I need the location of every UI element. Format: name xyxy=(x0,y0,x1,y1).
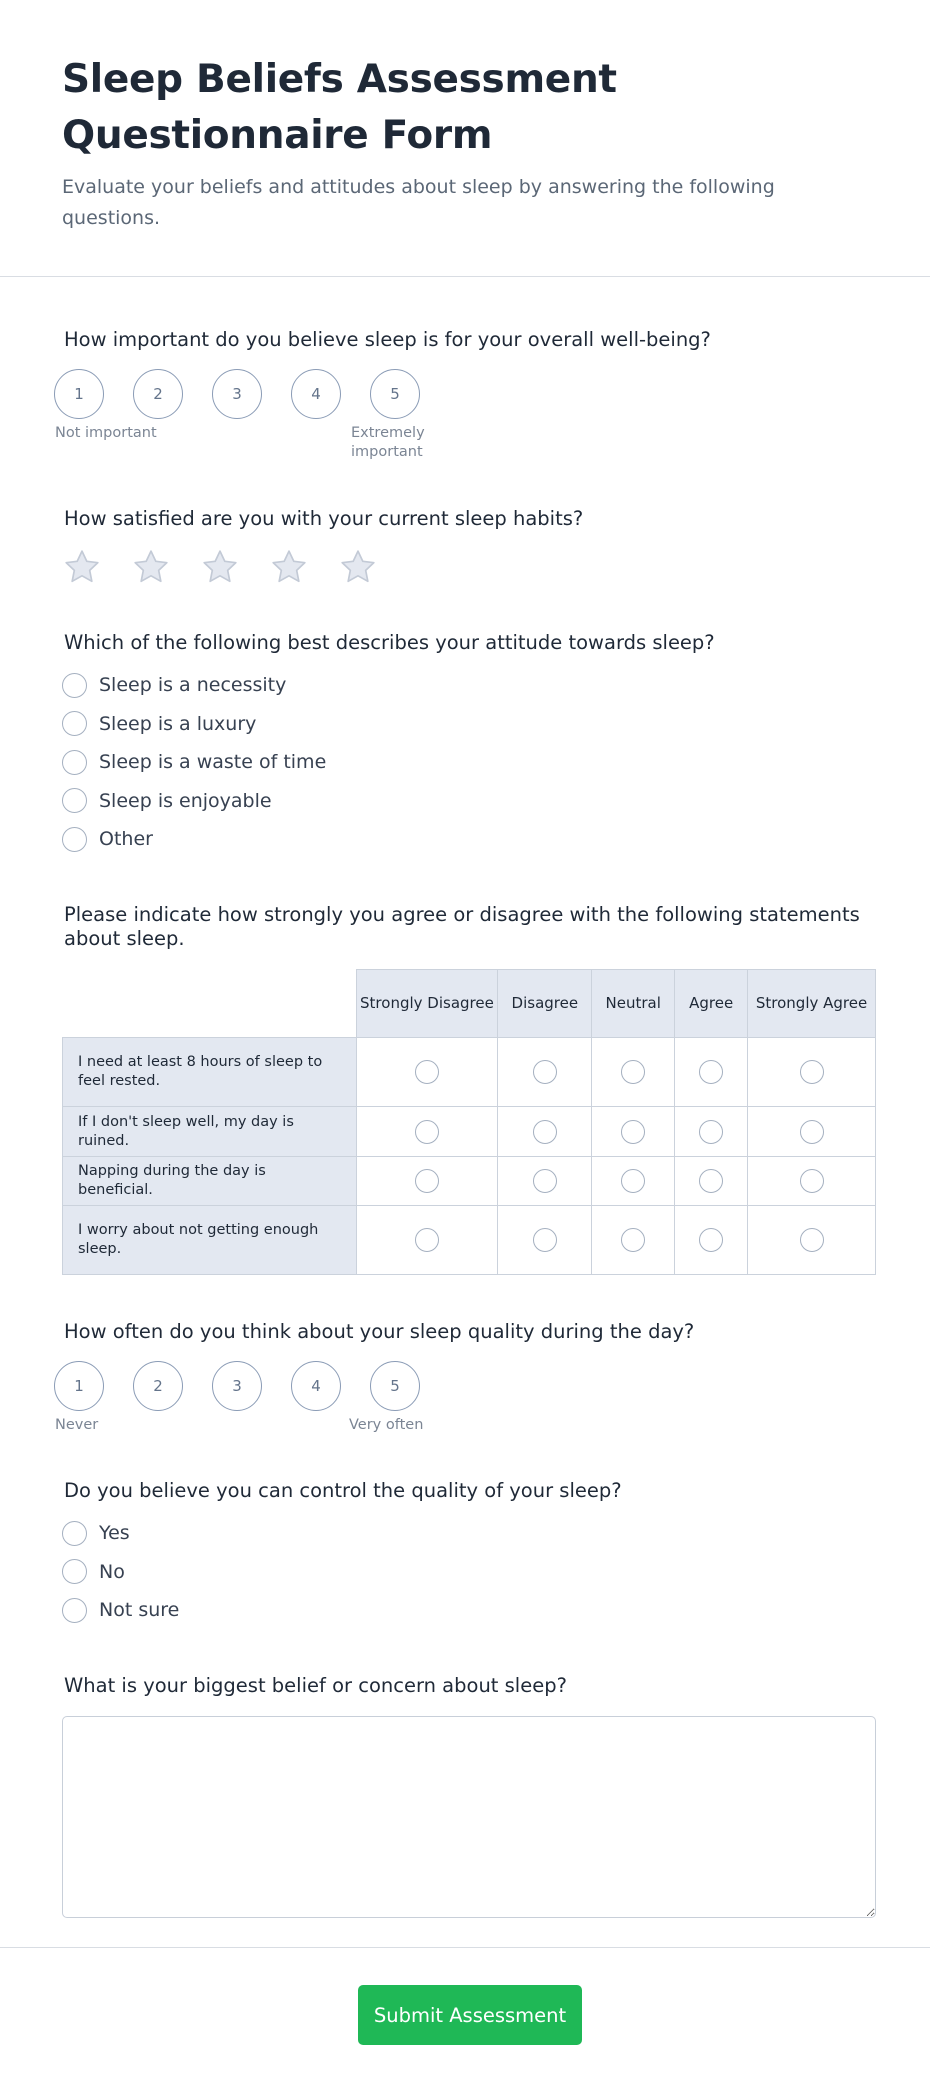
matrix-radio[interactable] xyxy=(699,1120,723,1144)
radio-option[interactable] xyxy=(62,820,326,859)
matrix-radio[interactable] xyxy=(621,1228,645,1252)
agreement-matrix xyxy=(62,969,876,1275)
radio-option[interactable] xyxy=(62,705,326,744)
radio-label: No xyxy=(99,1560,125,1583)
matrix-cell[interactable] xyxy=(356,1038,498,1107)
radio-label: Sleep is enjoyable xyxy=(99,789,272,812)
matrix-cell[interactable] xyxy=(675,1107,748,1157)
page-title: Sleep Beliefs Assessment Questionnaire Form xyxy=(62,57,617,158)
matrix-radio[interactable] xyxy=(621,1120,645,1144)
matrix-radio[interactable] xyxy=(621,1169,645,1193)
matrix-column-header: Agree xyxy=(675,970,748,1038)
rating-option-4[interactable]: 4 xyxy=(291,369,341,419)
matrix-radio[interactable] xyxy=(533,1120,557,1144)
matrix-cell[interactable] xyxy=(748,1107,876,1157)
matrix-cell[interactable] xyxy=(592,1157,675,1206)
attitude-options xyxy=(62,666,326,859)
rating-frequency xyxy=(54,1361,449,1411)
rating-max-label: Very often xyxy=(349,1417,424,1433)
star-icon[interactable] xyxy=(269,547,309,587)
rating-min-label: Never xyxy=(55,1417,99,1433)
matrix-cell[interactable] xyxy=(748,1157,876,1206)
star-icon[interactable] xyxy=(131,547,171,587)
matrix-statement: I need at least 8 hours of sleep to feel rested. xyxy=(63,1038,357,1107)
matrix-cell[interactable] xyxy=(356,1107,498,1157)
page-subtitle: Evaluate your beliefs and attitudes about sleep by answering the following questions. xyxy=(62,176,775,229)
matrix-cell[interactable] xyxy=(592,1206,675,1275)
matrix-cell[interactable] xyxy=(592,1107,675,1157)
matrix-radio[interactable] xyxy=(699,1169,723,1193)
radio-label: Sleep is a luxury xyxy=(99,712,257,735)
matrix-cell[interactable] xyxy=(356,1157,498,1206)
rating-option-3[interactable]: 3 xyxy=(212,1361,262,1411)
matrix-radio[interactable] xyxy=(533,1228,557,1252)
matrix-column-header: Strongly Agree xyxy=(748,970,876,1038)
matrix-cell[interactable] xyxy=(675,1038,748,1107)
matrix-row xyxy=(63,1157,876,1206)
matrix-radio[interactable] xyxy=(415,1228,439,1252)
matrix-radio[interactable] xyxy=(415,1120,439,1144)
radio-option[interactable] xyxy=(62,1553,179,1592)
rating-option-1[interactable]: 1 xyxy=(54,1361,104,1411)
matrix-cell[interactable] xyxy=(498,1206,592,1275)
matrix-header-row xyxy=(63,970,876,1038)
rating-option-4[interactable]: 4 xyxy=(291,1361,341,1411)
rating-importance xyxy=(54,369,449,419)
matrix-cell[interactable] xyxy=(356,1206,498,1275)
matrix-cell[interactable] xyxy=(498,1107,592,1157)
matrix-statement: If I don't sleep well, my day is ruined. xyxy=(63,1107,357,1157)
footer-divider xyxy=(0,1947,930,1948)
matrix-radio[interactable] xyxy=(415,1169,439,1193)
question-agreement: Please indicate how strongly you agree or disagree with the following statements about sleep. xyxy=(64,903,860,950)
rating-min-label: Not important xyxy=(55,425,157,441)
matrix-statement: I worry about not getting enough sleep. xyxy=(63,1206,357,1275)
radio-label: Not sure xyxy=(99,1599,180,1622)
star-rating xyxy=(62,547,407,587)
rating-option-3[interactable]: 3 xyxy=(212,369,262,419)
matrix-cell[interactable] xyxy=(748,1206,876,1275)
question-frequency: How often do you think about your sleep quality during the day? xyxy=(64,1320,695,1343)
radio-label: Yes xyxy=(99,1522,130,1545)
matrix-radio[interactable] xyxy=(800,1060,824,1084)
matrix-column-header: Disagree xyxy=(498,970,592,1038)
matrix-cell[interactable] xyxy=(675,1206,748,1275)
matrix-cell[interactable] xyxy=(498,1038,592,1107)
radio-button[interactable] xyxy=(62,711,87,736)
matrix-row xyxy=(63,1107,876,1157)
control-options xyxy=(62,1514,179,1630)
question-importance: How important do you believe sleep is for your overall well-being? xyxy=(64,328,711,351)
radio-option[interactable] xyxy=(62,1514,179,1553)
concern-textarea[interactable] xyxy=(62,1716,876,1918)
radio-button[interactable] xyxy=(62,827,87,852)
matrix-radio[interactable] xyxy=(800,1228,824,1252)
radio-option[interactable] xyxy=(62,782,326,821)
radio-option[interactable] xyxy=(62,666,326,705)
rating-max-label: Extremely important xyxy=(351,425,425,460)
question-concern: What is your biggest belief or concern about sleep? xyxy=(64,1674,567,1697)
matrix-radio[interactable] xyxy=(533,1169,557,1193)
matrix-cell[interactable] xyxy=(748,1038,876,1107)
star-icon[interactable] xyxy=(338,547,378,587)
matrix-radio[interactable] xyxy=(699,1060,723,1084)
star-icon[interactable] xyxy=(62,547,102,587)
radio-button[interactable] xyxy=(62,1559,87,1584)
matrix-cell[interactable] xyxy=(675,1157,748,1206)
matrix-cell[interactable] xyxy=(592,1038,675,1107)
rating-option-2[interactable]: 2 xyxy=(133,369,183,419)
matrix-column-header: Neutral xyxy=(592,970,675,1038)
question-attitude: Which of the following best describes your attitude towards sleep? xyxy=(64,631,715,654)
star-icon[interactable] xyxy=(200,547,240,587)
form-header xyxy=(0,0,930,277)
matrix-radio[interactable] xyxy=(621,1060,645,1084)
matrix-radio[interactable] xyxy=(415,1060,439,1084)
radio-option[interactable] xyxy=(62,1591,179,1630)
matrix-row xyxy=(63,1038,876,1107)
matrix-statement: Napping during the day is beneficial. xyxy=(63,1157,357,1206)
radio-button[interactable] xyxy=(62,788,87,813)
radio-button[interactable] xyxy=(62,673,87,698)
rating-option-1[interactable]: 1 xyxy=(54,369,104,419)
radio-button[interactable] xyxy=(62,750,87,775)
radio-label: Sleep is a necessity xyxy=(99,674,287,697)
radio-label: Sleep is a waste of time xyxy=(99,751,327,774)
radio-button[interactable] xyxy=(62,1521,87,1546)
matrix-row xyxy=(63,1206,876,1275)
matrix-radio[interactable] xyxy=(800,1120,824,1144)
rating-option-5[interactable]: 5 xyxy=(370,369,420,419)
matrix-radio[interactable] xyxy=(800,1169,824,1193)
rating-option-2[interactable]: 2 xyxy=(133,1361,183,1411)
question-control: Do you believe you can control the quality of your sleep? xyxy=(64,1479,622,1502)
question-satisfaction: How satisfied are you with your current sleep habits? xyxy=(64,507,584,530)
matrix-corner xyxy=(63,970,357,1038)
matrix-radio[interactable] xyxy=(699,1228,723,1252)
radio-option[interactable] xyxy=(62,743,326,782)
radio-label: Other xyxy=(99,828,153,851)
rating-option-5[interactable]: 5 xyxy=(370,1361,420,1411)
radio-button[interactable] xyxy=(62,1598,87,1623)
submit-button[interactable]: Submit Assessment xyxy=(358,1985,582,2045)
matrix-column-header: Strongly Disagree xyxy=(356,970,498,1038)
matrix-cell[interactable] xyxy=(498,1157,592,1206)
matrix-radio[interactable] xyxy=(533,1060,557,1084)
